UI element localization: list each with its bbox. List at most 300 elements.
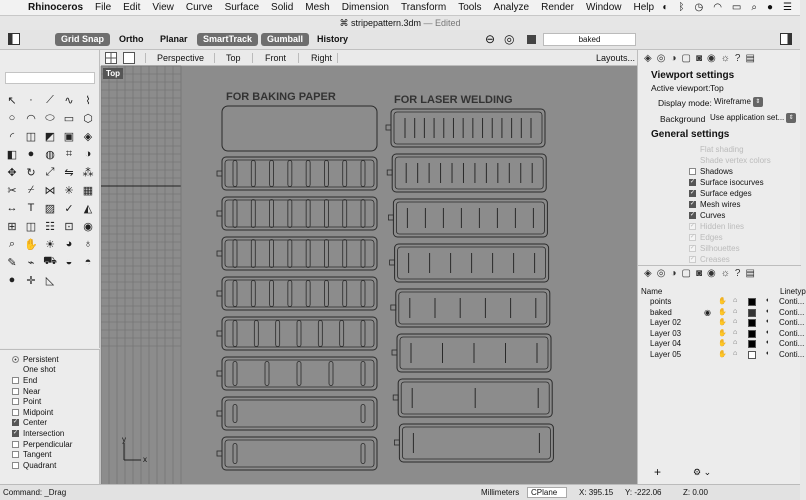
panel-tab xyxy=(386,125,391,130)
baking-panel-inner xyxy=(225,160,374,187)
osnap-option[interactable] xyxy=(0,407,99,418)
record-icon[interactable]: ◎ xyxy=(504,32,515,46)
layer-icon[interactable]: ◫ xyxy=(25,220,37,233)
surface-icon[interactable]: ◩ xyxy=(44,130,56,143)
surface-isocurves-option[interactable]: ✓ Surface isocurves xyxy=(690,178,764,187)
panel-slot xyxy=(270,161,274,187)
tab-perspective[interactable]: Perspective xyxy=(157,53,205,63)
osnap-option-label: Center xyxy=(23,418,48,428)
undo-view-icon[interactable]: ⊖ xyxy=(485,32,496,46)
panel-slot xyxy=(324,200,328,228)
layer-linetype-header[interactable]: Linetyp xyxy=(780,287,806,296)
osnap-option[interactable] xyxy=(0,396,99,407)
osnap-option[interactable] xyxy=(0,449,99,460)
array-icon[interactable]: ⁂ xyxy=(82,166,94,179)
tab-front[interactable]: Front xyxy=(265,53,287,63)
panel-slot xyxy=(306,200,310,228)
panel-tab xyxy=(217,331,222,336)
layer-row[interactable] xyxy=(638,339,805,350)
layer-lock-icon[interactable]: ⌂ xyxy=(733,328,738,336)
tab-top[interactable]: Top xyxy=(226,53,241,63)
axis-x-label: x xyxy=(143,455,147,464)
camera-icon[interactable]: ◉ xyxy=(83,220,93,233)
panel-slot xyxy=(233,200,237,228)
welding-panel-inner xyxy=(402,427,550,459)
panel-slot xyxy=(288,240,292,268)
osnap-checkbox[interactable]: ✓ xyxy=(13,419,19,426)
extrude-icon[interactable]: ▣ xyxy=(63,130,75,143)
current-layer-icon[interactable]: ◉ xyxy=(704,307,711,317)
command-search-input[interactable] xyxy=(5,72,95,84)
panel-tab xyxy=(217,171,222,176)
sphere-icon[interactable]: ● xyxy=(27,148,35,160)
arc-icon[interactable]: ◠ xyxy=(26,112,36,125)
baking-panel-inner xyxy=(225,240,374,267)
curves-checkbox[interactable]: ✓ xyxy=(690,212,696,218)
bulb-icon[interactable]: ♁ xyxy=(83,238,93,250)
search-icon[interactable]: ⌕ xyxy=(751,2,757,13)
panel-slot xyxy=(343,240,347,268)
layer-linetype[interactable]: Conti... xyxy=(779,297,805,306)
panel-slot xyxy=(324,161,328,187)
tool-palette-panel xyxy=(0,50,100,348)
units-label[interactable]: Millimeters xyxy=(481,488,520,497)
main-toolbar xyxy=(0,30,800,50)
top-viewport[interactable] xyxy=(101,66,637,484)
panel-tab xyxy=(388,215,393,220)
layer-name[interactable]: Layer 05 xyxy=(650,349,682,359)
layer-color-swatch[interactable] xyxy=(748,340,756,348)
settings-tab-icon[interactable]: ▤ xyxy=(745,268,755,279)
split-icon[interactable]: ⌿ xyxy=(27,183,35,196)
materials-tab-icon[interactable]: ◑ xyxy=(670,268,677,279)
fillet-icon[interactable]: ◜ xyxy=(9,130,15,143)
document-icon: ⌘ xyxy=(339,18,351,28)
add-layer-button[interactable]: + xyxy=(654,465,662,479)
lock-icon[interactable]: ⊡ xyxy=(64,220,74,233)
layer-name-header[interactable]: Name xyxy=(641,287,663,296)
layer-linetype[interactable]: Conti... xyxy=(779,328,805,338)
background-label: Background xyxy=(660,114,706,124)
layer-linetype[interactable]: Conti... xyxy=(779,307,805,317)
paint-icon[interactable]: ✎ xyxy=(7,256,17,269)
panel-slot xyxy=(233,240,237,268)
layer-name[interactable]: points xyxy=(650,297,672,306)
baking-panel xyxy=(222,157,377,190)
panel-slot xyxy=(270,281,274,307)
history-toggle[interactable]: History xyxy=(317,34,349,44)
layer-visibility-icon[interactable]: ✋ xyxy=(718,319,727,326)
welding-panel xyxy=(391,109,545,147)
tool-grid xyxy=(3,92,97,288)
panel-slot xyxy=(251,161,255,187)
panel-slot xyxy=(306,161,310,187)
layer-visibility-icon[interactable]: ✋ xyxy=(718,350,727,358)
panel-slot xyxy=(329,362,333,386)
layer-material-icon[interactable]: ◖ xyxy=(765,349,770,357)
four-view-icon[interactable] xyxy=(105,52,117,64)
menu-dimension[interactable]: Dimension xyxy=(341,2,389,13)
materials-tab-icon[interactable]: ◑ xyxy=(670,53,677,64)
panel-slot xyxy=(233,161,237,187)
panel-tab xyxy=(394,440,399,445)
camera-tab-icon[interactable]: ◙ xyxy=(695,53,702,64)
panel-slot xyxy=(306,281,310,307)
layer-visibility-icon[interactable]: ✋ xyxy=(718,308,727,316)
layer-lock-icon[interactable]: ⌂ xyxy=(733,349,738,357)
viewport-settings-title: Viewport settings xyxy=(651,70,735,81)
welding-panel xyxy=(396,289,550,327)
baking-panel xyxy=(222,197,377,230)
osnap-checkbox[interactable]: ✓ xyxy=(13,429,19,436)
mesh-wires-option[interactable]: ✓ Mesh wires xyxy=(690,200,741,209)
layer-material-icon[interactable]: ◖ xyxy=(765,318,770,325)
rotate-icon[interactable]: ↻ xyxy=(26,166,36,179)
persistent-radio[interactable] xyxy=(12,356,19,363)
menu-view[interactable]: View xyxy=(152,2,174,13)
panel-slot xyxy=(233,362,237,386)
layer-row[interactable] xyxy=(638,328,805,340)
viewport-canvas[interactable] xyxy=(101,66,637,484)
baking-panel xyxy=(222,317,377,350)
cylinder-icon[interactable]: ◍ xyxy=(45,148,55,161)
triangle-icon[interactable]: ◺ xyxy=(45,274,55,287)
menu-edit[interactable]: Edit xyxy=(123,2,141,13)
layer-row[interactable] xyxy=(638,318,805,329)
layer-visibility-icon[interactable]: ✋ xyxy=(718,329,727,337)
pan-icon[interactable]: ✋ xyxy=(24,238,38,251)
viewport-tabs xyxy=(101,50,637,66)
cplane-select[interactable]: CPlane xyxy=(527,487,567,498)
panel-tab xyxy=(393,395,398,400)
select-arrow-icon: ⇕ xyxy=(786,113,796,123)
menu-help[interactable]: Help xyxy=(633,2,655,13)
panel-slot xyxy=(233,281,237,307)
window-title-bar xyxy=(0,16,800,30)
menu-curve[interactable]: Curve xyxy=(185,2,213,13)
welding-panel xyxy=(399,424,553,462)
move-icon[interactable]: ✥ xyxy=(7,166,17,179)
baking-panel-inner xyxy=(225,400,374,427)
osnap-option-label: Tangent xyxy=(23,450,52,460)
planar-toggle[interactable]: Planar xyxy=(160,34,188,44)
osnap-checkbox[interactable] xyxy=(12,388,19,395)
check-icon[interactable]: ✓ xyxy=(64,202,74,215)
display-mode-select[interactable]: Wireframe ⇕ xyxy=(714,96,763,108)
welding-panel xyxy=(392,154,546,192)
active-viewport-value: Top xyxy=(710,83,724,93)
background-select[interactable]: Use application set... ⇕ xyxy=(710,112,796,124)
curves-option[interactable]: ✓ Curves xyxy=(690,211,726,220)
layer-name[interactable]: Layer 02 xyxy=(650,318,682,327)
sun-tab-icon[interactable]: ☼ xyxy=(720,268,730,279)
panel-slot xyxy=(233,405,237,423)
panel-slot xyxy=(343,281,347,307)
ball-icon[interactable]: ● xyxy=(8,274,16,286)
list-icon[interactable]: ☰ xyxy=(783,2,792,13)
layer-color-swatch[interactable] xyxy=(748,309,756,317)
render-tab-icon[interactable]: ▢ xyxy=(681,268,691,279)
osnap-option[interactable] xyxy=(0,386,99,397)
layer-options-gear-icon[interactable]: ⚙ ⌄ xyxy=(693,467,712,477)
layer-color-swatch[interactable] xyxy=(748,319,756,327)
viewport-label[interactable]: Top xyxy=(103,68,123,79)
camera-tab-icon[interactable]: ◙ xyxy=(695,268,702,279)
eye-tab-icon[interactable]: ◉ xyxy=(706,53,716,64)
panel-slot xyxy=(297,321,301,347)
properties-tab-icon[interactable]: ◎ xyxy=(656,53,666,64)
grid-icon[interactable]: ⊞ xyxy=(7,220,17,233)
settings-tab-icon[interactable]: ▤ xyxy=(745,53,755,64)
menubar xyxy=(0,0,800,16)
layer-name[interactable]: baked xyxy=(650,307,672,317)
panel-tab xyxy=(217,251,222,256)
current-layer-field[interactable]: baked xyxy=(543,33,636,46)
panel-slot xyxy=(361,161,365,187)
osnap-checkbox[interactable] xyxy=(12,451,19,458)
osnap-option-label: Intersection xyxy=(23,428,65,438)
select-arrow-icon: ⇕ xyxy=(753,97,763,107)
ortho-toggle[interactable]: Ortho xyxy=(119,34,144,44)
sidebar-left-toggle-icon[interactable] xyxy=(8,33,20,45)
osnap-panel xyxy=(0,349,100,484)
surface-isocurves-checkbox[interactable]: ✓ xyxy=(690,179,696,185)
menu-file[interactable]: File xyxy=(95,2,112,13)
baking-panel xyxy=(222,277,377,310)
window-title: stripepattern.3dm xyxy=(350,18,421,28)
osnap-one-shot[interactable]: One shot xyxy=(23,365,56,375)
layer-material-icon[interactable]: ◖ xyxy=(765,328,770,336)
shadows-checkbox[interactable] xyxy=(689,168,696,175)
material-icon[interactable]: ◒ xyxy=(65,256,73,268)
baking-panel xyxy=(222,357,377,390)
panel-tab xyxy=(387,170,392,175)
group-icon[interactable]: ▦ xyxy=(82,184,94,197)
trim-icon[interactable]: ✂ xyxy=(7,184,17,197)
panel-slot xyxy=(361,362,365,386)
polygon-icon[interactable]: ⬡ xyxy=(83,112,93,125)
brush-icon[interactable]: ⌁ xyxy=(27,256,35,269)
layer-material-icon[interactable]: ◖ xyxy=(765,297,770,304)
single-view-icon[interactable] xyxy=(123,52,135,64)
layer-linetype[interactable]: Conti... xyxy=(779,349,805,359)
osnap-checkbox[interactable] xyxy=(12,441,19,448)
text-icon[interactable]: T xyxy=(27,202,35,214)
coord-y: Y: -222.06 xyxy=(625,488,662,497)
panel-slot xyxy=(270,240,274,268)
layer-visibility-icon[interactable]: ✋ xyxy=(718,298,727,305)
panel-slot xyxy=(361,281,365,307)
panel-tab xyxy=(391,305,396,310)
display-panel-tabs xyxy=(644,53,755,64)
gumball-icon[interactable]: ✛ xyxy=(26,274,36,287)
baking-panel xyxy=(222,237,377,270)
osnap-checkbox[interactable] xyxy=(12,398,19,405)
eye-tab-icon[interactable]: ◉ xyxy=(706,268,716,279)
osnap-checkbox[interactable] xyxy=(12,377,19,384)
command-line[interactable]: Command: _Drag xyxy=(3,488,67,497)
layer-lock-icon[interactable]: ⌂ xyxy=(733,297,738,304)
mirror-icon[interactable]: ⇋ xyxy=(64,166,74,179)
properties-icon[interactable]: ☷ xyxy=(45,220,55,233)
silhouettes-option: ✓ Silhouettes xyxy=(690,244,740,253)
layer-material-icon[interactable]: ◖ xyxy=(765,339,770,346)
panel-slot xyxy=(288,281,292,307)
grid-snap-toggle[interactable]: Grid Snap xyxy=(55,33,110,46)
layers-tab-icon[interactable]: ◈ xyxy=(644,53,652,64)
panel-slot xyxy=(233,321,237,347)
panel-slot xyxy=(288,161,292,187)
layers-tab-icon[interactable]: ◈ xyxy=(644,268,652,279)
osnap-option[interactable] xyxy=(0,439,99,450)
panel-slot xyxy=(288,200,292,228)
car-icon[interactable]: ⛟ xyxy=(43,255,57,267)
mesh-icon[interactable]: ⌗ xyxy=(65,147,73,160)
help-tab-icon[interactable]: ? xyxy=(734,268,741,279)
panel-slot xyxy=(361,444,365,464)
help-tab-icon[interactable]: ? xyxy=(734,53,741,64)
menu-analyze[interactable]: Analyze xyxy=(493,2,530,13)
menu-app[interactable]: Rhinoceros xyxy=(28,2,84,13)
menu-solid[interactable]: Solid xyxy=(271,2,294,13)
coord-z: Z: 0.00 xyxy=(683,488,708,497)
menu-transform[interactable]: Transform xyxy=(400,2,447,13)
menu-render[interactable]: Render xyxy=(541,2,574,13)
hatch-icon[interactable]: ▨ xyxy=(44,202,56,215)
osnap-option[interactable] xyxy=(0,418,99,429)
point-icon[interactable]: · xyxy=(29,94,33,106)
osnap-option-label: Perpendicular xyxy=(23,439,73,449)
layer-visibility-icon[interactable]: ✋ xyxy=(718,340,727,347)
menu-tools[interactable]: Tools xyxy=(458,2,482,13)
sun-tab-icon[interactable]: ☼ xyxy=(720,53,730,64)
osnap-persistent[interactable]: Persistent xyxy=(0,354,99,365)
boolean-icon[interactable]: ◑ xyxy=(84,148,92,160)
dimension-icon[interactable]: ↔ xyxy=(6,202,18,214)
baking-panel-empty xyxy=(222,106,377,151)
smarttrack-toggle[interactable]: SmartTrack xyxy=(197,33,258,46)
display-mode-label: Display mode: xyxy=(658,98,712,108)
osnap-checkbox[interactable] xyxy=(12,462,19,469)
user-icon[interactable]: ● xyxy=(766,2,774,13)
clock-icon[interactable]: ◷ xyxy=(694,2,704,13)
baking-panel-inner xyxy=(225,280,374,307)
panel-slot xyxy=(297,362,301,386)
surface-edges-checkbox[interactable]: ✓ xyxy=(690,190,696,196)
menu-window[interactable]: Window xyxy=(585,2,622,13)
select-arrow-icon[interactable]: ↖ xyxy=(7,94,17,107)
battery-icon[interactable]: ▭ xyxy=(731,2,742,13)
gumball-toggle[interactable]: Gumball xyxy=(261,33,309,46)
box-icon[interactable]: ◧ xyxy=(6,148,18,161)
panel-slot xyxy=(251,281,255,307)
layer-color-swatch[interactable] xyxy=(748,330,756,338)
panel-slot xyxy=(361,321,365,347)
panel-slot xyxy=(324,240,328,268)
layer-lock-icon[interactable]: ⌂ xyxy=(733,339,738,346)
shadows-option[interactable]: Shadows xyxy=(689,167,733,176)
osnap-option[interactable] xyxy=(0,460,99,471)
polyline-icon[interactable]: ⟋ xyxy=(46,93,54,106)
baking-panel xyxy=(222,437,377,470)
welding-panel-inner xyxy=(396,202,544,234)
layer-name[interactable]: Layer 03 xyxy=(650,328,682,338)
surface-edges-option[interactable]: ✓ Surface edges xyxy=(690,189,752,198)
osnap-option-label: Quadrant xyxy=(23,460,57,470)
environment-icon[interactable]: ◓ xyxy=(84,256,92,268)
properties-sidebar xyxy=(637,50,806,484)
zoom-icon[interactable]: ⌕ xyxy=(8,237,16,250)
layer-row[interactable] xyxy=(638,349,805,361)
join-icon[interactable]: ⋈ xyxy=(44,184,56,197)
curve-icon[interactable]: ∿ xyxy=(64,94,74,107)
layer-lock-icon[interactable]: ⌂ xyxy=(733,307,738,315)
wifi-icon[interactable]: ◠ xyxy=(713,2,722,13)
edges-option: ✓ Edges xyxy=(690,233,723,242)
evernote-icon[interactable]: ◐ xyxy=(662,2,669,13)
menu-surface[interactable]: Surface xyxy=(224,2,260,13)
baking-panel-inner xyxy=(225,440,374,467)
layer-color-swatch[interactable] xyxy=(527,35,536,44)
offset-icon[interactable]: ◫ xyxy=(25,130,37,143)
layer-row[interactable] xyxy=(638,307,805,319)
active-viewport-label: Active viewport: xyxy=(651,83,711,93)
layer-color-swatch[interactable] xyxy=(748,298,756,306)
rectangle-icon[interactable]: ▭ xyxy=(63,112,75,125)
panel-slot xyxy=(270,200,274,228)
layer-color-swatch[interactable] xyxy=(748,351,756,359)
grid-lines xyxy=(101,66,181,484)
loft-icon[interactable]: ◈ xyxy=(83,130,93,143)
render-icon[interactable]: ◕ xyxy=(65,238,73,250)
panel-slot xyxy=(340,321,344,347)
flat-shading-option: Flat shading xyxy=(700,145,744,154)
general-settings-title: General settings xyxy=(651,129,730,140)
layer-material-icon[interactable]: ◖ xyxy=(765,307,770,315)
light-icon[interactable]: ☀ xyxy=(45,238,55,251)
layer-lock-icon[interactable]: ⌂ xyxy=(733,318,738,325)
circle-icon[interactable]: ○ xyxy=(8,112,16,124)
layer-linetype[interactable]: Conti... xyxy=(779,318,805,327)
menu-mesh[interactable]: Mesh xyxy=(305,2,330,13)
layer-name[interactable]: Layer 04 xyxy=(650,339,682,348)
edited-indicator: — Edited xyxy=(423,18,461,28)
layer-row[interactable] xyxy=(638,297,805,308)
osnap-option[interactable] xyxy=(0,375,99,386)
mesh-wires-checkbox[interactable]: ✓ xyxy=(690,201,696,207)
bluetooth-icon[interactable]: ᛒ xyxy=(678,2,685,13)
freeform-icon[interactable]: ⌇ xyxy=(85,94,91,107)
properties-tab-icon[interactable]: ◎ xyxy=(656,268,666,279)
ellipse-icon[interactable]: ⬭ xyxy=(45,111,55,124)
scale-icon[interactable]: ⤢ xyxy=(45,165,55,178)
layers-panel-tabs xyxy=(644,268,755,279)
shade-vertex-option: Shade vertex colors xyxy=(700,156,771,165)
layer-linetype[interactable]: Conti... xyxy=(779,339,805,348)
panel-slot xyxy=(265,362,269,386)
layouts-button[interactable]: Layouts... xyxy=(596,53,636,63)
render-tab-icon[interactable]: ▢ xyxy=(681,53,691,64)
osnap-option[interactable] xyxy=(0,428,99,439)
explode-icon[interactable]: ✳ xyxy=(64,184,74,197)
tab-right[interactable]: Right xyxy=(311,53,333,63)
panel-slot xyxy=(251,240,255,268)
panel-tab xyxy=(217,411,222,416)
analyze-icon[interactable]: ◭ xyxy=(83,202,93,215)
osnap-checkbox[interactable] xyxy=(12,409,19,416)
sidebar-right-toggle-icon[interactable] xyxy=(780,33,792,45)
panel-tab xyxy=(390,260,395,265)
